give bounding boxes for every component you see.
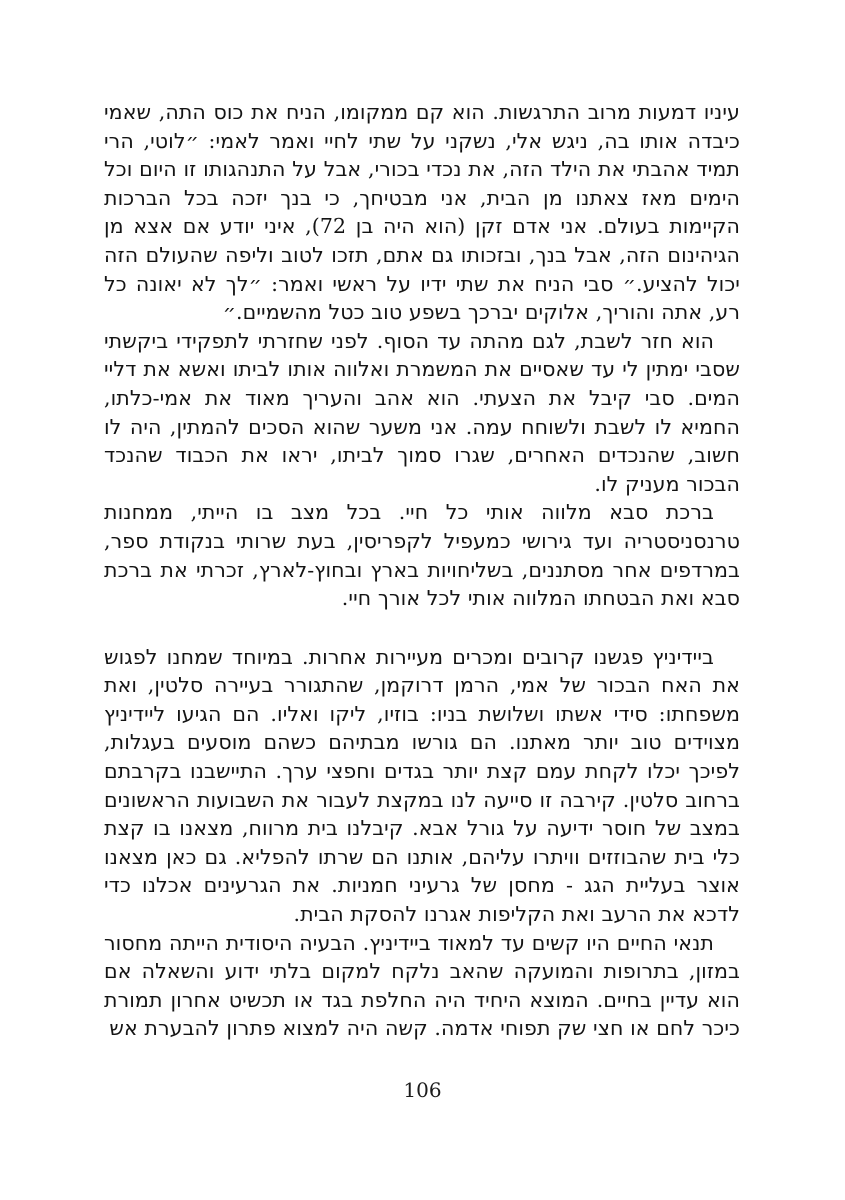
paragraph-4: ביידיניץ פגשנו קרובים ומכרים מעיירות אחרות. במיוחד שמחנו לפגוש את האח הבכור של אמי, הרמן דרוקמן, שהתגורר בעיירה סלטין, ואת משפחתו: סידי אשתו ושלושת בניו: בוזיו, ליקו ואליו. הם הגיעו ליידיניץ מצוידים טוב יותר מאתנו. הם גורשו מבתיהם כשהם מוסעים בעגלות, לפיכך יכלו לקחת עמם קצת יותר בגדים וחפצי ערך. התיישבנו בקרבתם ברחוב סלטין. קירבה זו סייעה לנו במקצת לעבור את השבועות הראשונים במצב של חוסר ידיעה על גורל אבא. קיבלנו בית מרווח, מצאנו בו קצת כלי בית שהבוזזים וויתרו עליהם, אותנו הם שרתו להפליא. גם כאן מצאנו אוצר בעליית הגג - מחסן של גרעיני חמניות. את הגרעינים אכלנו כדי לדכא את הרעב ואת הקליפות אגרנו להסקת הבית. <box>104 644 740 927</box>
paragraph-1: עיניו דמעות מרוב התרגשות. הוא קם ממקומו, הניח את כוס התה, שאמי כיבדה אותו בה, ניגש אלי, נשקני על שתי לחיי ואמר לאמי: ״לוטי, הרי תמיד אהבתי את הילד הזה, את נכדי בכורי, אבל על התנהגותו זו היום וכל הימים מאז צאתנו מן הבית, אני מבטיחך, כי בנך יזכה בכל הברכות הקיימות בעולם. אני אדם זקן (הוא היה בן 72), איני יודע אם אצא מן הגיהינום הזה, אבל בנך, ובזכותו גם אתם, תזכו לטוב וליפה שהעולם הזה יכול להציע.״ סבי הניח את שתי ידיו על ראשי ואמר: ״לך לא יאונה כל רע, אתה והוריך, אלוקים יברכך בשפע טוב כטל מהשמיים.״ <box>104 100 740 325</box>
page-number: 106 <box>403 1078 442 1102</box>
paragraph-2: הוא חזר לשבת, לגם מהתה עד הסוף. לפני שחזרתי לתפקידי ביקשתי שסבי ימתין לי עד שאסיים את המשמרת ואלווה אותו לביתו ואשא את דליי המים. סבי קיבל את הצעתי. הוא אהב והעריך מאוד את אמי-כלתו, החמיא לו לשבת ולשוחח עמה. אני משער שהוא הסכים להמתין, היה לו חשוב, שהנכדים האחרים, שגרו סמוך לביתו, יראו את הכבוד שהנכד הבכור מעניק לו. <box>104 328 740 496</box>
paragraph-3: ברכת סבא מלווה אותי כל חיי. בכל מצב בו הייתי, ממחנות טרנסניסטריה ועד גירושי כמעפיל לקפריסין, בעת שרותי בנקודת ספר, במרדפים אחר מסתננים, בשליחויות בארץ ובחוץ-לארץ, זכרתי את ברכת סבא ואת הבטחתו המלווה אותי לכל אורך חיי. <box>104 500 740 611</box>
text-block <box>104 98 740 1043</box>
paragraph-5: תנאי החיים היו קשים עד למאוד ביידיניץ. הבעיה היסודית הייתה מחסור במזון, בתרופות והמועקה שהאב נלקח למקום בלתי ידוע והשאלה אם הוא עדיין בחיים. המוצא היחיד היה החלפת בגד או תכשיט אחרון תמורת כיכר לחם או חצי שק תפוחי אדמה. קשה היה למצוא פתרון להבערת אש <box>104 930 740 1041</box>
